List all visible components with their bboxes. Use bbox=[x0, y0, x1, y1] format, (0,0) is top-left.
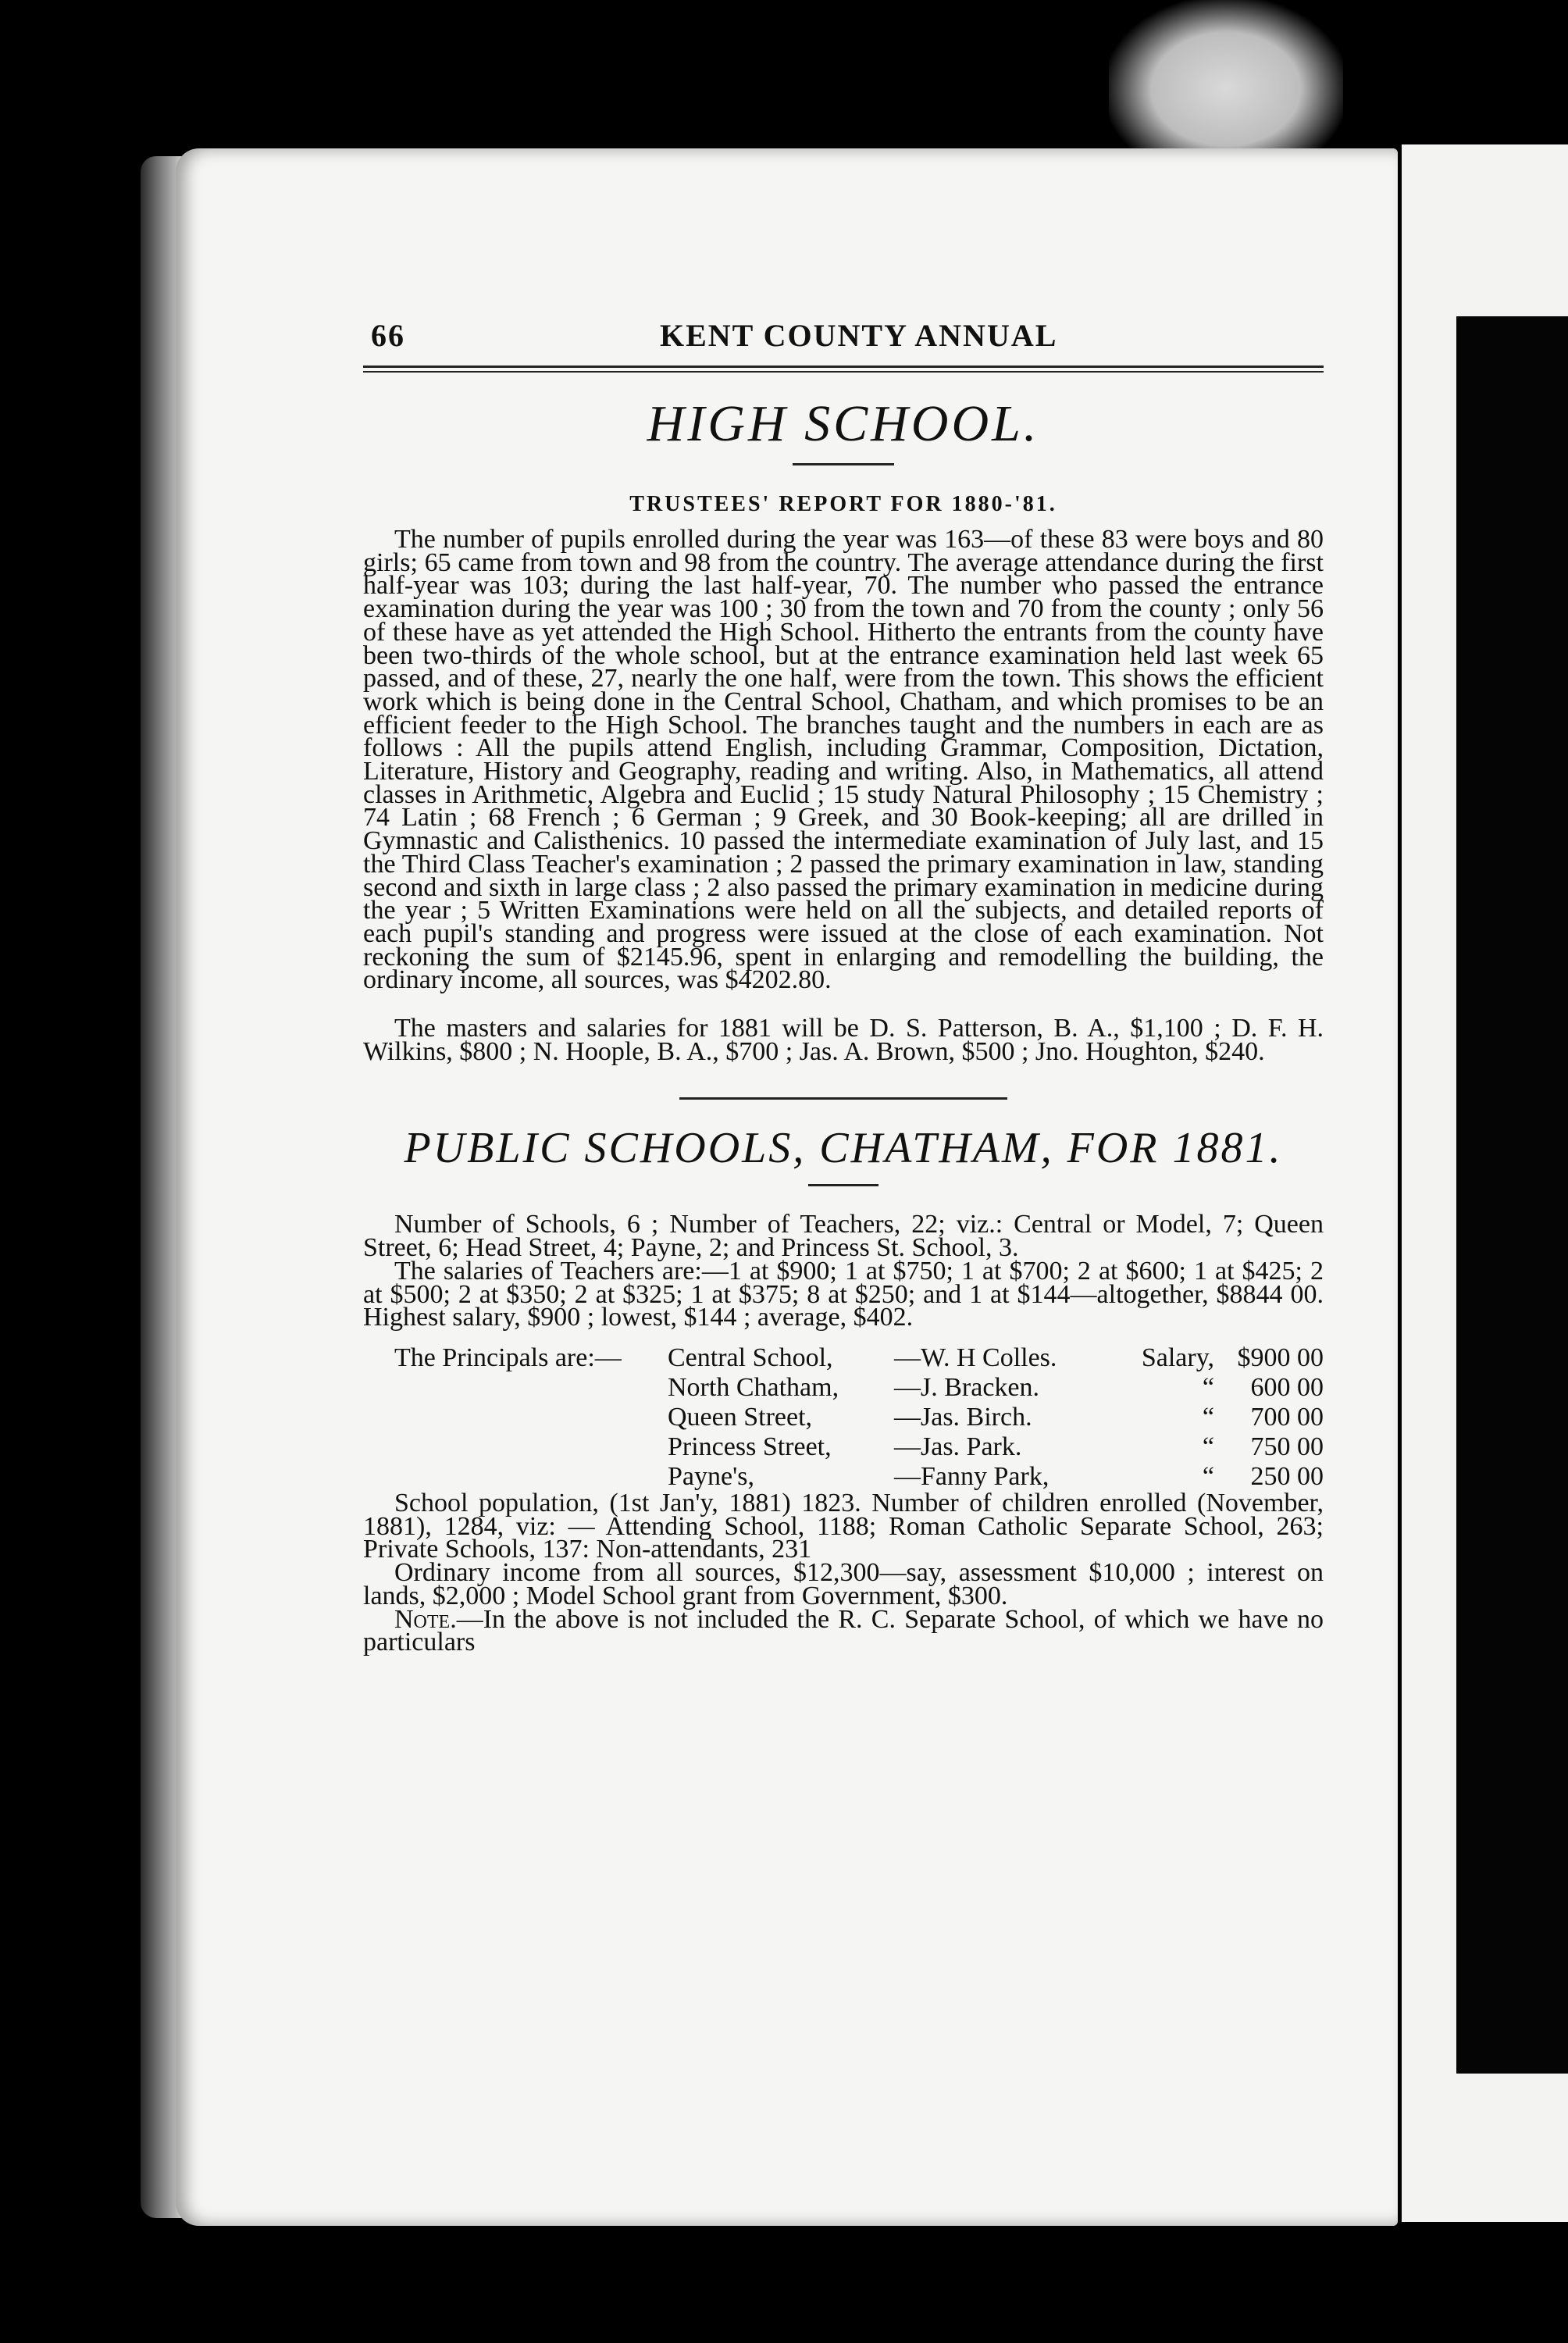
salary-label: “ bbox=[1202, 1372, 1214, 1402]
public-schools-paragraph-1: Number of Schools, 6 ; Number of Teachers, 22; viz.: Central or Model, 7; Queen Street, 6; Head Street, 4; Payne, 2; and Princess St. School, 3. bbox=[363, 1210, 1324, 1263]
salary-label: Salary, bbox=[1141, 1343, 1214, 1372]
public-schools-paragraph-4: Ordinary income from all sources, $12,300—say, assessment $10,000 ; interest on lands, $2,000 ; Model School grant from Government, $300. bbox=[363, 1558, 1324, 1610]
salary-label: “ bbox=[1202, 1461, 1214, 1491]
principal-name: —J. Bracken. bbox=[894, 1372, 1040, 1402]
principal-school: North Chatham, bbox=[668, 1372, 839, 1402]
principal-school: Princess Street, bbox=[668, 1432, 832, 1461]
running-title: KENT COUNTY ANNUAL bbox=[660, 318, 1058, 353]
page-corner-blemish bbox=[1109, 0, 1343, 148]
facing-page-dark-region bbox=[1456, 316, 1568, 2074]
principal-school: Payne's, bbox=[668, 1461, 754, 1491]
salary-amount: 750 00 bbox=[1250, 1432, 1324, 1461]
table-row bbox=[363, 1343, 1324, 1373]
public-schools-paragraph-2: The salaries of Teachers are:—1 at $900; 1 at $750; 1 at $700; 2 at $600; 1 at $425; 2 at $500; 2 at $350; 2 at $325; 1 at $375; 8 at $250; and 1 at $144—altogether, $8844 00. Highest salary, $900 ; lowest, $144 ; average, $402. bbox=[363, 1256, 1324, 1332]
page-number: 66 bbox=[371, 318, 405, 353]
principals-table bbox=[363, 1343, 1324, 1492]
salary-amount: $900 00 bbox=[1237, 1343, 1324, 1372]
title-divider bbox=[793, 463, 894, 465]
note-label: Note. bbox=[394, 1604, 457, 1634]
header-rule-second bbox=[363, 371, 1324, 373]
high-school-paragraph-1: The number of pupils enrolled during the year was 163—of these 83 were boys and 80 girls; 65 came from town and 98 from the country. The average attendance during the first half-year was 103; during the last half-year, 70. The number who passed the entrance examination during the year was 100 ; 30 from the town and 70 from the county ; only 56 of these have as yet attended the High School. Hitherto the entrants from the county have been two-thirds of the whole school, but at the entrance examination held last week 65 passed, and of these, 27, nearly the one half, were from the town. This shows the efficient work which is being done in the Central School, Chatham, and which promises to be an efficient feeder to the High School. The branches taught and the numbers in each are as follows : All the pupils attend English, including Grammar, Composition, Dictation, Literature, History and Geography, reading and writing. Also, in Mathematics, all attend classes in Arithmetic, Algebra and Euclid ; 15 study Natural Philosophy ; 15 Chemistry ; 74 Latin ; 68 French ; 6 German ; 9 Greek, and 30 Book-keeping; all are drilled in Gymnastic and Calisthenics. 10 passed the intermediate examination of July last, and 15 the Third Class Teacher's examination ; 2 passed the primary examination in law, standing second and sixth in large class ; 2 also passed the primary examination in medicine during the year ; 5 Written Examinations were held on all the subjects, and detailed reports of each pupil's standing and progress were issued at the close of each examination. Not reckoning the sum of $2145.96, spent in enlarging and remodelling the building, the ordinary income, all sources, was $4202.80. bbox=[363, 525, 1324, 995]
table-row bbox=[363, 1462, 1324, 1492]
table-row bbox=[363, 1373, 1324, 1403]
page-content bbox=[363, 312, 1324, 1657]
principal-name: —Fanny Park, bbox=[894, 1461, 1049, 1491]
high-school-title: HIGH SCHOOL. bbox=[647, 395, 1040, 452]
table-row bbox=[363, 1432, 1324, 1462]
salary-amount: 700 00 bbox=[1250, 1402, 1324, 1432]
facing-page bbox=[1402, 144, 1568, 2222]
public-schools-note bbox=[363, 1604, 1324, 1657]
running-header bbox=[363, 312, 1324, 359]
principal-school: Queen Street, bbox=[668, 1402, 813, 1432]
principals-label: The Principals are:— bbox=[394, 1343, 622, 1372]
salary-label: “ bbox=[1202, 1402, 1214, 1432]
principal-name: —W. H Colles. bbox=[894, 1343, 1057, 1372]
high-school-paragraph-2: The masters and salaries for 1881 will be D. S. Patterson, B. A., $1,100 ; D. F. H. Wilkins, $800 ; N. Hoople, B. A., $700 ; Jas. A. Brown, $500 ; Jno. Houghton, $240. bbox=[363, 1014, 1324, 1066]
salary-amount: 250 00 bbox=[1250, 1461, 1324, 1491]
title-divider-2 bbox=[808, 1184, 878, 1186]
section-divider bbox=[679, 1097, 1007, 1100]
principal-school: Central School, bbox=[668, 1343, 833, 1372]
table-row bbox=[363, 1403, 1324, 1432]
public-schools-paragraph-3: School population, (1st Jan'y, 1881) 1823. Number of children enrolled (November, 1881), 1284, viz: — Attending School, 1188; Roman Catholic Separate School, 263; Private Schools, 137: Non-attendants, 231 bbox=[363, 1488, 1324, 1564]
principal-name: —Jas. Park. bbox=[894, 1432, 1022, 1461]
header-rule bbox=[363, 366, 1324, 368]
salary-amount: 600 00 bbox=[1250, 1372, 1324, 1402]
principal-name: —Jas. Birch. bbox=[894, 1402, 1032, 1432]
note-text: —In the above is not included the R. C. Separate School, of which we have no particulars bbox=[363, 1604, 1324, 1657]
salary-label: “ bbox=[1202, 1432, 1214, 1461]
trustees-report-subtitle: TRUSTEES' REPORT FOR 1880-'81. bbox=[629, 492, 1057, 516]
public-schools-title: PUBLIC SCHOOLS, CHATHAM, FOR 1881. bbox=[404, 1124, 1283, 1173]
